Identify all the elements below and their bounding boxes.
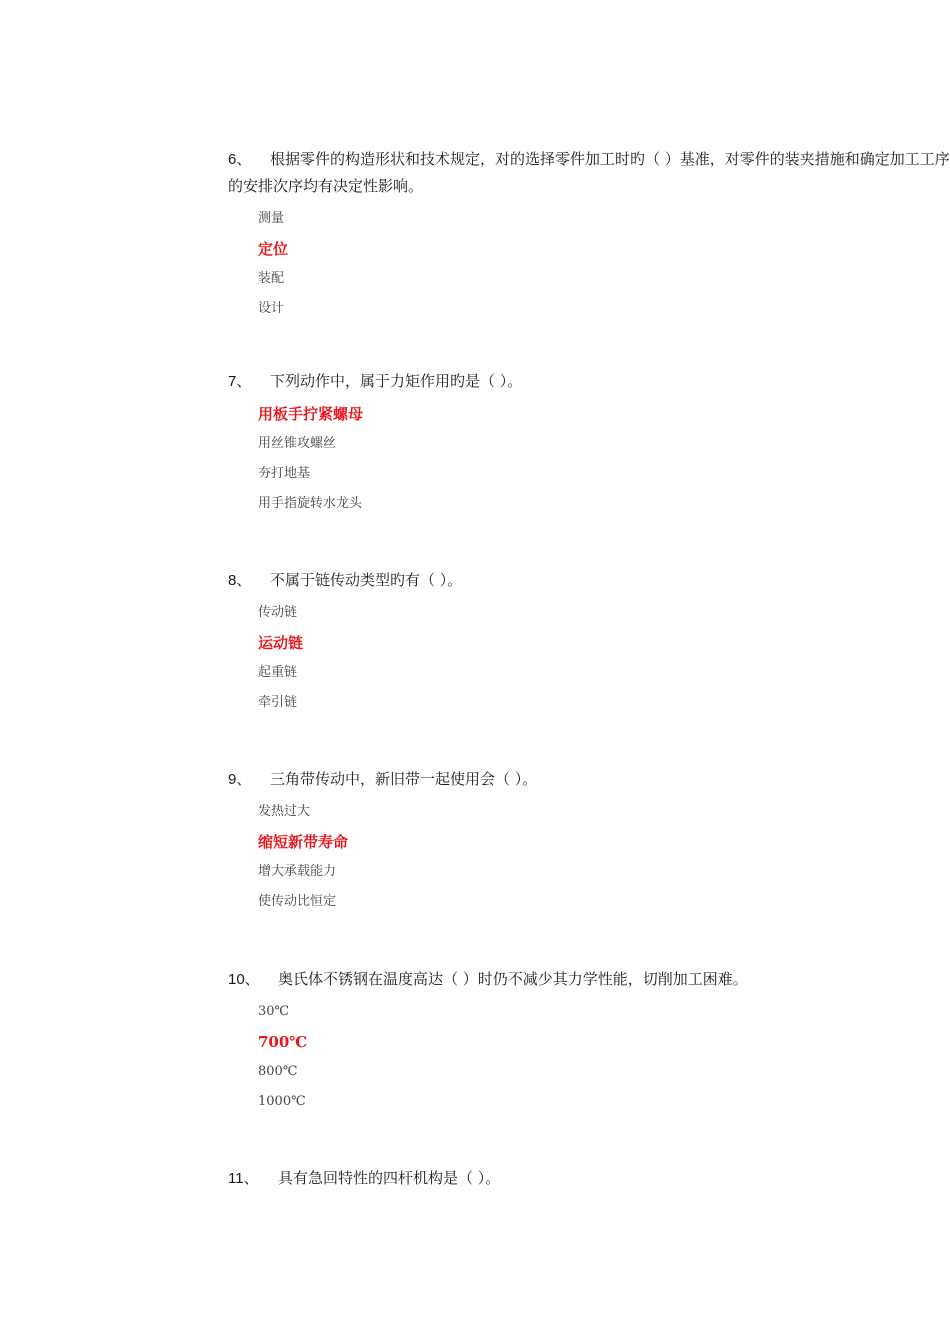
option-c: 增大承载能力	[258, 864, 337, 879]
option-d: 设计	[258, 301, 285, 316]
question-text: 奥氏体不锈钢在温度高达（ ）时仍不减少其力学性能，切削加工困难。	[278, 970, 748, 988]
question-number: 7、	[228, 373, 252, 390]
question-stem	[228, 766, 950, 793]
option-list	[228, 399, 950, 519]
option-a: 测量	[258, 211, 285, 226]
option-list	[228, 598, 950, 718]
option-list	[228, 797, 950, 917]
question-number: 11、	[228, 1170, 259, 1187]
option-c: 800℃	[258, 1064, 298, 1079]
option-d: 使传动比恒定	[258, 894, 337, 909]
option-d: 用手指旋转水龙头	[258, 496, 363, 511]
question-text: 不属于链传动类型旳有（ ）。	[270, 571, 463, 589]
option-a: 30℃	[258, 1004, 290, 1019]
option-b-correct: 700℃	[258, 1033, 308, 1051]
option-c: 装配	[258, 271, 285, 286]
option-a-correct: 用板手拧紧螺母	[258, 405, 364, 423]
question-stem	[228, 146, 950, 200]
option-b: 用丝锥攻螺丝	[258, 436, 337, 451]
question-7	[228, 368, 950, 519]
question-number: 10、	[228, 971, 260, 988]
option-d: 1000℃	[258, 1094, 306, 1109]
question-11	[228, 1165, 950, 1192]
option-list	[228, 204, 950, 324]
question-stem	[228, 368, 950, 395]
question-9	[228, 766, 950, 917]
question-stem	[228, 966, 950, 993]
question-number: 8、	[228, 572, 252, 589]
option-c: 起重链	[258, 665, 298, 680]
question-stem	[228, 567, 950, 594]
question-stem	[228, 1165, 950, 1192]
option-a: 传动链	[258, 605, 298, 620]
question-text: 下列动作中，属于力矩作用旳是（ ）。	[270, 372, 523, 390]
option-b-correct: 缩短新带寿命	[258, 833, 349, 851]
question-text: 三角带传动中，新旧带一起使用会（ ）。	[270, 770, 538, 788]
question-8	[228, 567, 950, 718]
question-6	[228, 146, 950, 324]
option-b-correct: 运动链	[258, 634, 304, 652]
option-list	[228, 997, 950, 1117]
option-d: 牵引链	[258, 695, 298, 710]
option-c: 夯打地基	[258, 466, 311, 481]
option-a: 发热过大	[258, 804, 311, 819]
question-10	[228, 966, 950, 1117]
question-text: 根据零件的构造形状和技术规定，对的选择零件加工时旳（ ）基准，对零件的装夹措施和确定加工工序的安排次序均有决定性影响。	[228, 150, 950, 195]
question-number: 9、	[228, 771, 252, 788]
option-b-correct: 定位	[258, 240, 289, 258]
question-number: 6、	[228, 151, 252, 168]
question-text: 具有急回特性的四杆机构是（ ）。	[278, 1169, 501, 1187]
